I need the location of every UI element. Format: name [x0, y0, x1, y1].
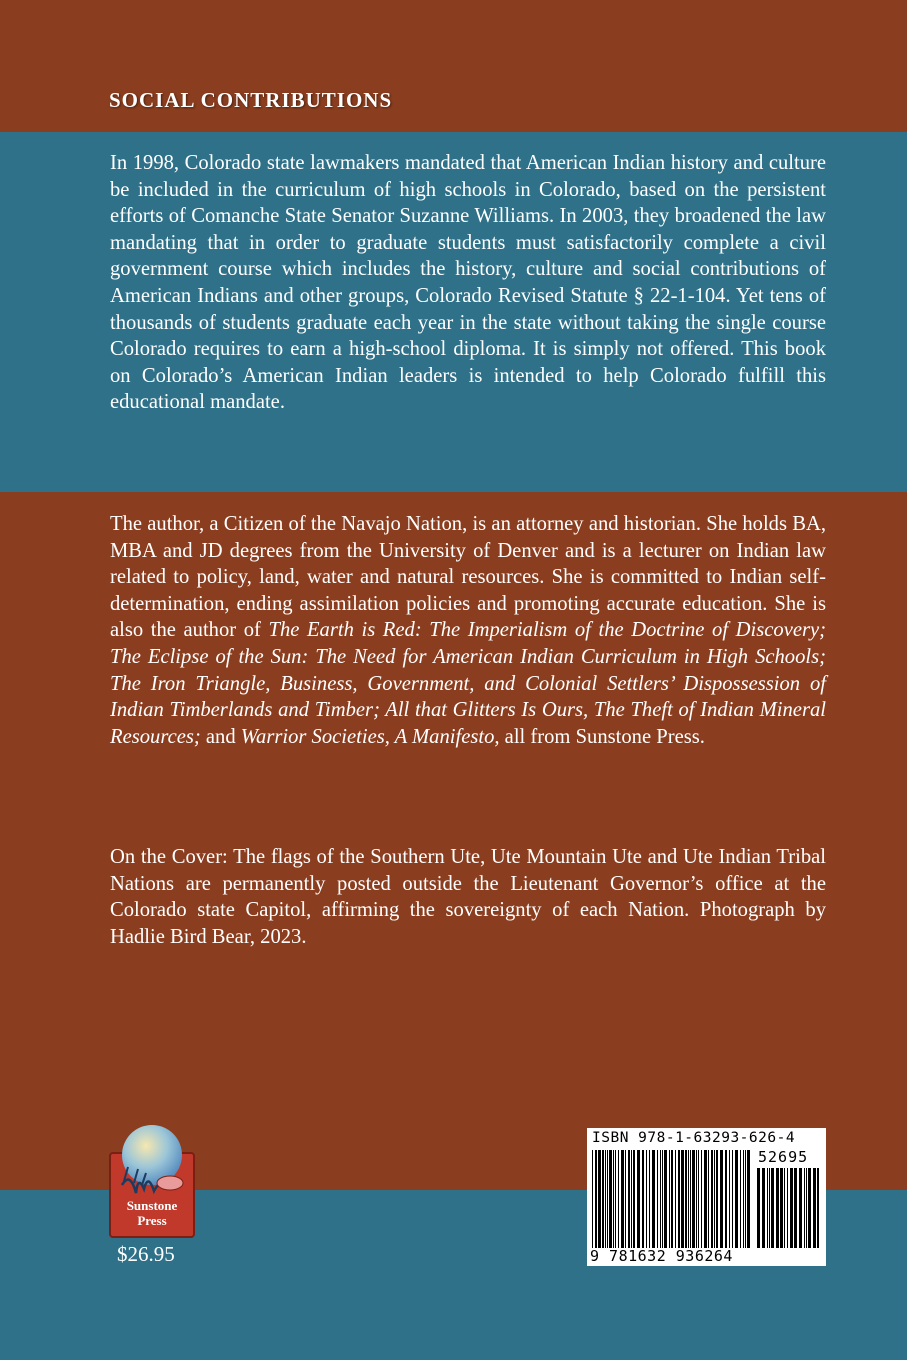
barcode-bar — [621, 1150, 624, 1248]
addon-number: 52695 — [758, 1148, 809, 1166]
barcode-bar — [681, 1150, 684, 1248]
barcode-bar — [732, 1150, 733, 1248]
barcode-bar — [642, 1150, 644, 1248]
barcode-bar — [747, 1150, 750, 1248]
barcode-bar — [657, 1150, 658, 1248]
section-heading: SOCIAL CONTRIBUTIONS — [109, 88, 393, 112]
ean-barcode-bars — [592, 1150, 752, 1248]
barcode-bar — [607, 1150, 608, 1248]
barcode-bar — [745, 1150, 746, 1248]
author-bio-paragraph — [110, 511, 826, 750]
barcode-bar — [725, 1150, 727, 1248]
isbn-label: ISBN 978-1-63293-626-4 — [592, 1130, 796, 1146]
barcode-bar — [708, 1150, 709, 1248]
barcode-bar — [628, 1150, 630, 1248]
publisher-name-line2: Press — [137, 1213, 167, 1228]
barcode-bar — [633, 1150, 635, 1248]
barcode-bar — [762, 1168, 765, 1248]
barcode-bar — [787, 1168, 788, 1248]
barcode-bar — [806, 1168, 807, 1248]
barcode-bar — [618, 1150, 619, 1248]
sunstone-press-logo — [108, 1123, 196, 1239]
barcode-bar — [729, 1150, 730, 1248]
barcode-bar — [631, 1150, 632, 1248]
barcode-bar — [605, 1150, 606, 1248]
barcode-bar — [743, 1150, 744, 1248]
barcode-bar — [615, 1150, 616, 1248]
barcode-bar — [637, 1150, 640, 1248]
barcode-bar — [711, 1150, 713, 1248]
barcode-bar — [662, 1150, 663, 1248]
barcode-bar — [716, 1150, 718, 1248]
barcode-bar — [771, 1168, 774, 1248]
bio-intro: The author, a Citizen of the Navajo Nation, is an attorney and historian. She holds BA, MBA and JD degrees from the University of Denver and is a lecturer on Indian law related to policy, land, water and natural resources. She is committed to Indian self-determination, ending assimilation policies and promoting accurate education. She is also the author of — [110, 513, 826, 642]
barcode-bar — [678, 1150, 680, 1248]
barcode-bar — [720, 1150, 723, 1248]
barcode-bar — [769, 1168, 770, 1248]
barcode-bar — [652, 1150, 655, 1248]
barcode-bar — [701, 1150, 702, 1248]
bio-outro: all from Sunstone Press. — [499, 725, 705, 748]
price: $26.95 — [117, 1242, 175, 1266]
barcode-bar — [714, 1150, 715, 1248]
barcode-bar — [669, 1150, 670, 1248]
bio-and: and — [200, 725, 241, 748]
barcode-bar — [767, 1168, 768, 1248]
barcode-bar — [671, 1150, 673, 1248]
barcode-bar — [602, 1150, 604, 1248]
barcode-bar — [808, 1168, 811, 1248]
barcode-bar — [660, 1150, 661, 1248]
barcode-bar — [799, 1168, 802, 1248]
barcode-bar — [598, 1150, 601, 1248]
barcode-bar — [704, 1150, 707, 1248]
barcode-bar — [690, 1150, 691, 1248]
bio-last-title: Warrior Societies, A Manifesto, — [240, 725, 500, 748]
publisher-name-line1: Sunstone — [126, 1198, 178, 1213]
barcode-bar — [613, 1150, 614, 1248]
barcode-bar — [688, 1150, 689, 1248]
barcode-bar — [698, 1150, 699, 1248]
curriculum-paragraph: In 1998, Colorado state lawmakers mandated that American Indian history and culture be included in the curriculum of high schools in Colorado, based on the persistent efforts of Comanche State Senator Suzanne Williams. In 2003, they broadened the law mandating that in order to graduate students must satisfactorily complete a civil government course which includes the history, culture and social contributions of American Indians and other groups, Colorado Revised Statute § 22-1-104. Yet tens of thousands of students graduate each year in the state without taking the single course Colorado requires to earn a high-school diploma. It is simply not offered. This book on Colorado’s American Indian leaders is intended to help Colorado fulfill this educational mandate. — [110, 152, 826, 414]
barcode-bar — [664, 1150, 667, 1248]
barcode-bar — [735, 1150, 738, 1248]
barcode-bar — [692, 1150, 695, 1248]
barcode-bar — [609, 1150, 612, 1248]
isbn-barcode — [587, 1128, 826, 1266]
barcode-bar — [649, 1150, 650, 1248]
barcode-bar — [757, 1168, 760, 1248]
barcode-bar — [784, 1168, 785, 1248]
barcode-bar — [776, 1168, 779, 1248]
barcode-bar — [740, 1150, 741, 1248]
barcode-bar — [685, 1150, 687, 1248]
barcode-bar — [592, 1150, 593, 1248]
barcode-bar — [595, 1150, 597, 1248]
bio-titles: The Earth is Red: The Imperialism of the Doctrine of Discovery; The Eclipse of the Sun: The Need for American Indian Curriculum in High Schools; The Iron Triangle, Business, Government, and Colonial Settlers’ Dispossession of Indian Timberlands and Timber; All that Glitters Is Ours, The Theft of Indian Mineral Resources; — [110, 619, 826, 748]
barcode-bar — [780, 1168, 783, 1248]
barcode-bar — [675, 1150, 676, 1248]
barcode-bar — [646, 1150, 647, 1248]
barcode-bar — [696, 1150, 697, 1248]
barcode-bar — [625, 1150, 626, 1248]
ean-number: 9 781632 936264 — [590, 1247, 733, 1265]
barcode-bar — [817, 1168, 819, 1248]
cover-credit-paragraph: On the Cover: The flags of the Southern Ute, Ute Mountain Ute and Ute Indian Tribal Nations are permanently posted outside the Lieutenant Governor’s office at the Colorado state Capitol, affirming the sovereignty of each Nation. Photograph by Hadlie Bird Bear, 2023. — [110, 846, 826, 948]
barcode-bar — [813, 1168, 816, 1248]
barcode-bar — [790, 1168, 793, 1248]
addon-barcode-bars — [757, 1168, 819, 1248]
barcode-bar — [804, 1168, 805, 1248]
barcode-bar — [794, 1168, 797, 1248]
